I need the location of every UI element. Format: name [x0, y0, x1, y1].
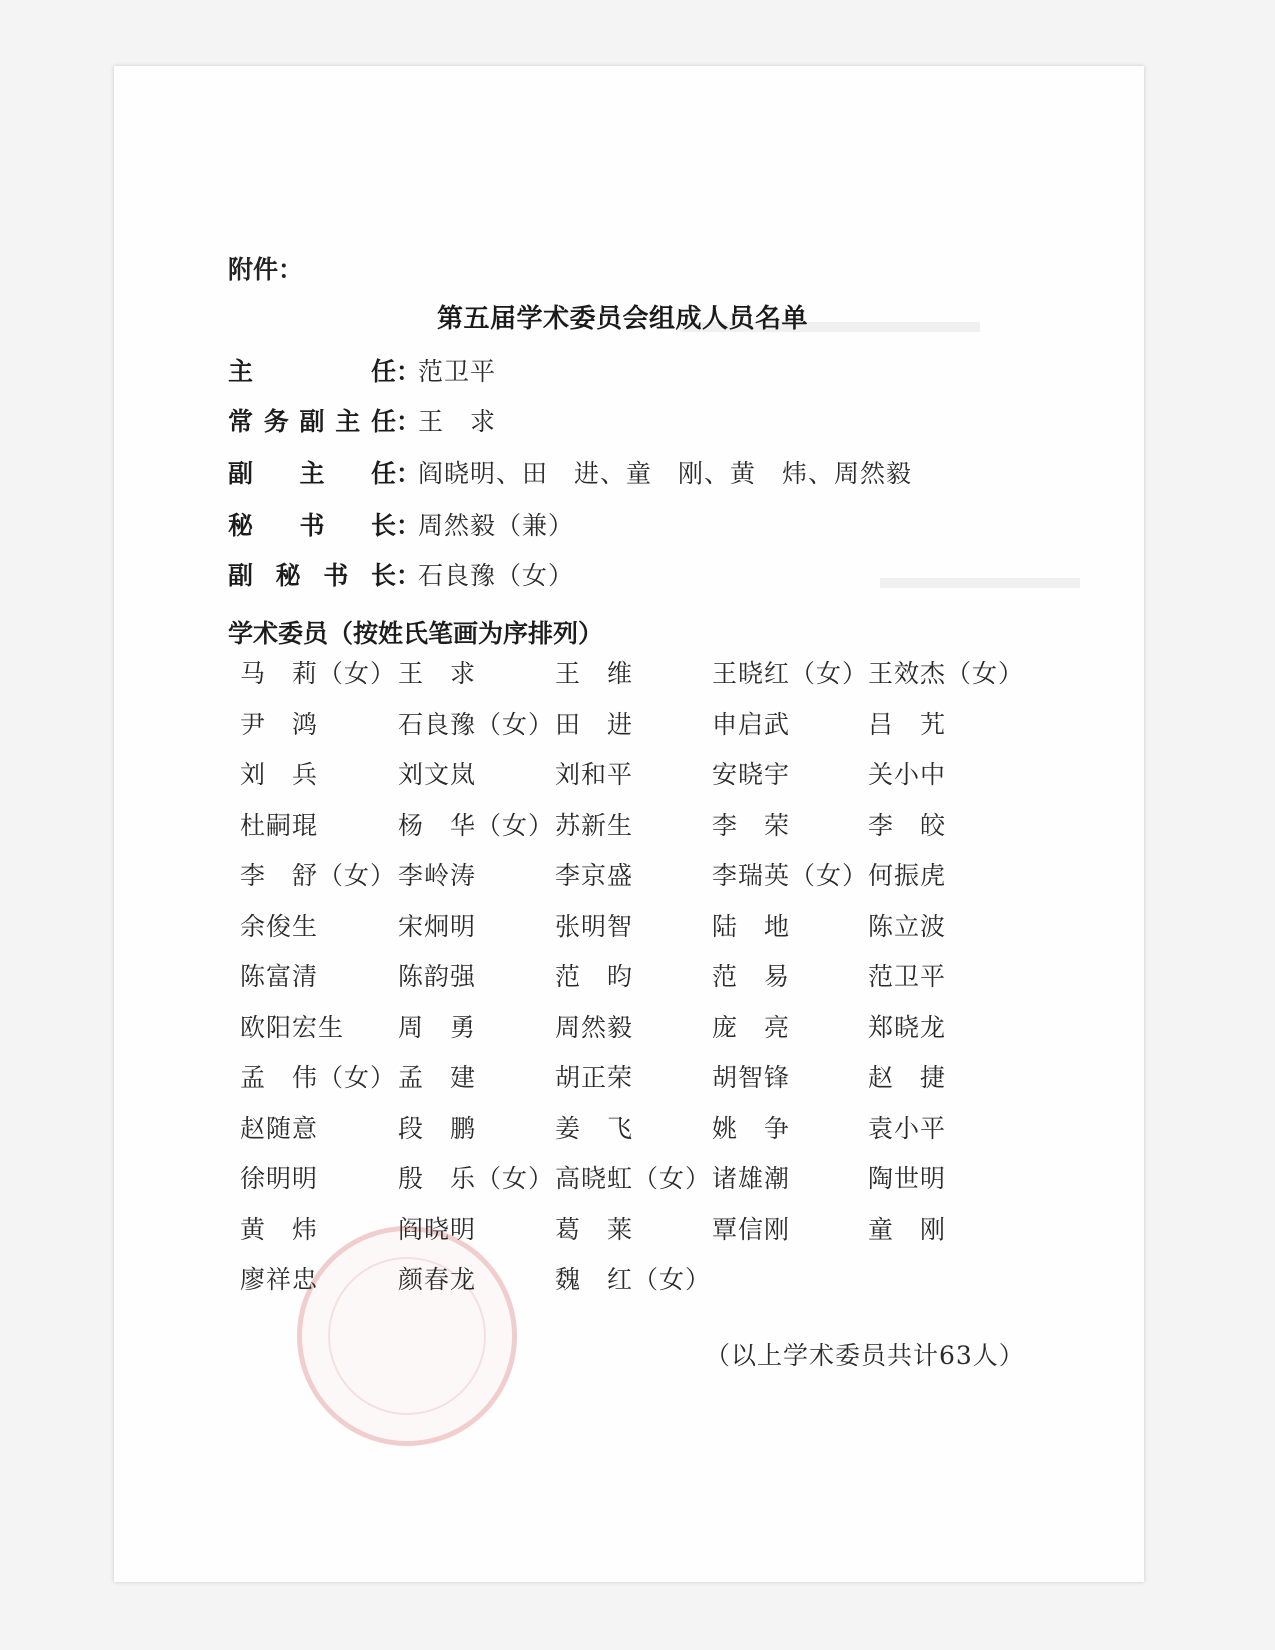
member-name: 姜 飞 [555, 1113, 634, 1143]
member-name: 陆 地 [712, 911, 791, 941]
role-label: 副 秘 书 长 [228, 561, 396, 590]
member-name: 赵随意 [240, 1113, 319, 1143]
member-name: 李 皎 [868, 810, 947, 840]
attachment-label: 附件： [228, 255, 304, 284]
member-name: 葛 莱 [555, 1214, 634, 1244]
member-name: 李 荣 [712, 810, 791, 840]
member-name: 王 维 [555, 659, 634, 688]
member-name: 胡正荣 [555, 1063, 634, 1092]
member-name: 杜嗣琨 [240, 810, 319, 840]
member-name: 王晓红（女） [712, 659, 869, 688]
member-name: 郑晓龙 [868, 1012, 947, 1042]
role-colon: ： [396, 511, 422, 540]
member-name: 魏 红（女） [555, 1265, 712, 1294]
members-heading: 学术委员（按姓氏笔画为序排列） [228, 619, 604, 648]
role-row [228, 454, 912, 490]
member-name: 孟 建 [398, 1063, 477, 1092]
member-name: 何振虎 [868, 861, 947, 890]
role-colon: ： [396, 407, 422, 436]
member-name: 童 刚 [868, 1214, 947, 1244]
member-name: 刘文岚 [398, 760, 477, 789]
member-name: 李京盛 [555, 861, 634, 890]
member-name: 李 舒（女） [240, 861, 397, 890]
member-name: 徐明明 [240, 1164, 319, 1193]
member-name: 尹 鸿 [240, 709, 319, 739]
official-seal-stamp [297, 1226, 517, 1446]
member-name: 廖祥忠 [240, 1265, 319, 1294]
member-name: 高晓虹（女） [555, 1164, 712, 1193]
role-label: 副 主 任 [228, 459, 396, 488]
member-name: 宋炯明 [398, 911, 477, 941]
member-name: 田 进 [555, 709, 634, 739]
member-name: 申启武 [712, 709, 791, 739]
member-name: 刘 兵 [240, 760, 319, 789]
role-label: 常 务 副 主 任 [228, 407, 396, 436]
member-name: 关小中 [868, 760, 947, 789]
role-colon: ： [396, 459, 422, 488]
member-name: 颜春龙 [398, 1265, 477, 1294]
member-name: 覃信刚 [712, 1214, 791, 1244]
role-row [228, 506, 574, 542]
member-name: 黄 炜 [240, 1214, 319, 1244]
member-name: 范卫平 [868, 962, 947, 991]
member-name: 李瑞英（女） [712, 861, 869, 890]
member-name: 王效杰（女） [868, 659, 1025, 688]
member-name: 段 鹏 [398, 1113, 477, 1143]
role-label: 秘 书 长 [228, 511, 396, 540]
member-name: 殷 乐（女） [398, 1164, 555, 1193]
member-name: 周然毅 [555, 1012, 634, 1042]
member-name: 范 昀 [555, 962, 634, 991]
member-name: 孟 伟（女） [240, 1063, 397, 1092]
bleed-through-mark [880, 578, 1080, 588]
member-name: 陈富清 [240, 962, 319, 991]
member-name: 胡智锋 [712, 1063, 791, 1092]
member-name: 安晓宇 [712, 760, 791, 789]
role-value: 阎晓明、田 进、童 刚、黄 炜、周然毅 [418, 459, 913, 488]
member-name: 苏新生 [555, 810, 634, 840]
member-name: 陈韵强 [398, 962, 477, 991]
member-name: 杨 华（女） [398, 810, 555, 840]
member-name: 庞 亮 [712, 1012, 791, 1042]
member-name: 张明智 [555, 911, 634, 941]
member-name: 范 易 [712, 962, 791, 991]
role-value: 周然毅（兼） [418, 511, 575, 540]
member-name: 姚 争 [712, 1113, 791, 1143]
role-label: 主 任 [228, 357, 396, 386]
member-name: 石良豫（女） [398, 709, 555, 739]
member-name: 赵 捷 [868, 1063, 947, 1092]
member-name: 周 勇 [398, 1012, 477, 1042]
member-name: 马 莉（女） [240, 659, 397, 688]
role-row [228, 352, 496, 388]
member-name: 阎晓明 [398, 1214, 477, 1244]
member-name: 袁小平 [868, 1113, 947, 1143]
member-name: 欧阳宏生 [240, 1012, 345, 1042]
member-name: 李岭涛 [398, 861, 477, 890]
role-value: 范卫平 [418, 357, 497, 386]
member-name: 诸雄潮 [712, 1164, 791, 1193]
role-colon: ： [396, 561, 422, 590]
member-name: 余俊生 [240, 911, 319, 941]
role-row [228, 402, 496, 438]
role-row [228, 556, 574, 592]
role-colon: ： [396, 357, 422, 386]
member-name: 王 求 [398, 659, 477, 688]
role-value: 王 求 [418, 407, 497, 436]
member-name: 刘和平 [555, 760, 634, 789]
role-value: 石良豫（女） [418, 561, 575, 590]
total-note: （以上学术委员共计63人） [705, 1341, 1025, 1370]
document-title: 第五届学术委员会组成人员名单 [437, 304, 809, 334]
member-name: 陈立波 [868, 911, 947, 941]
member-name: 吕 艽 [868, 709, 947, 739]
member-name: 陶世明 [868, 1164, 947, 1193]
